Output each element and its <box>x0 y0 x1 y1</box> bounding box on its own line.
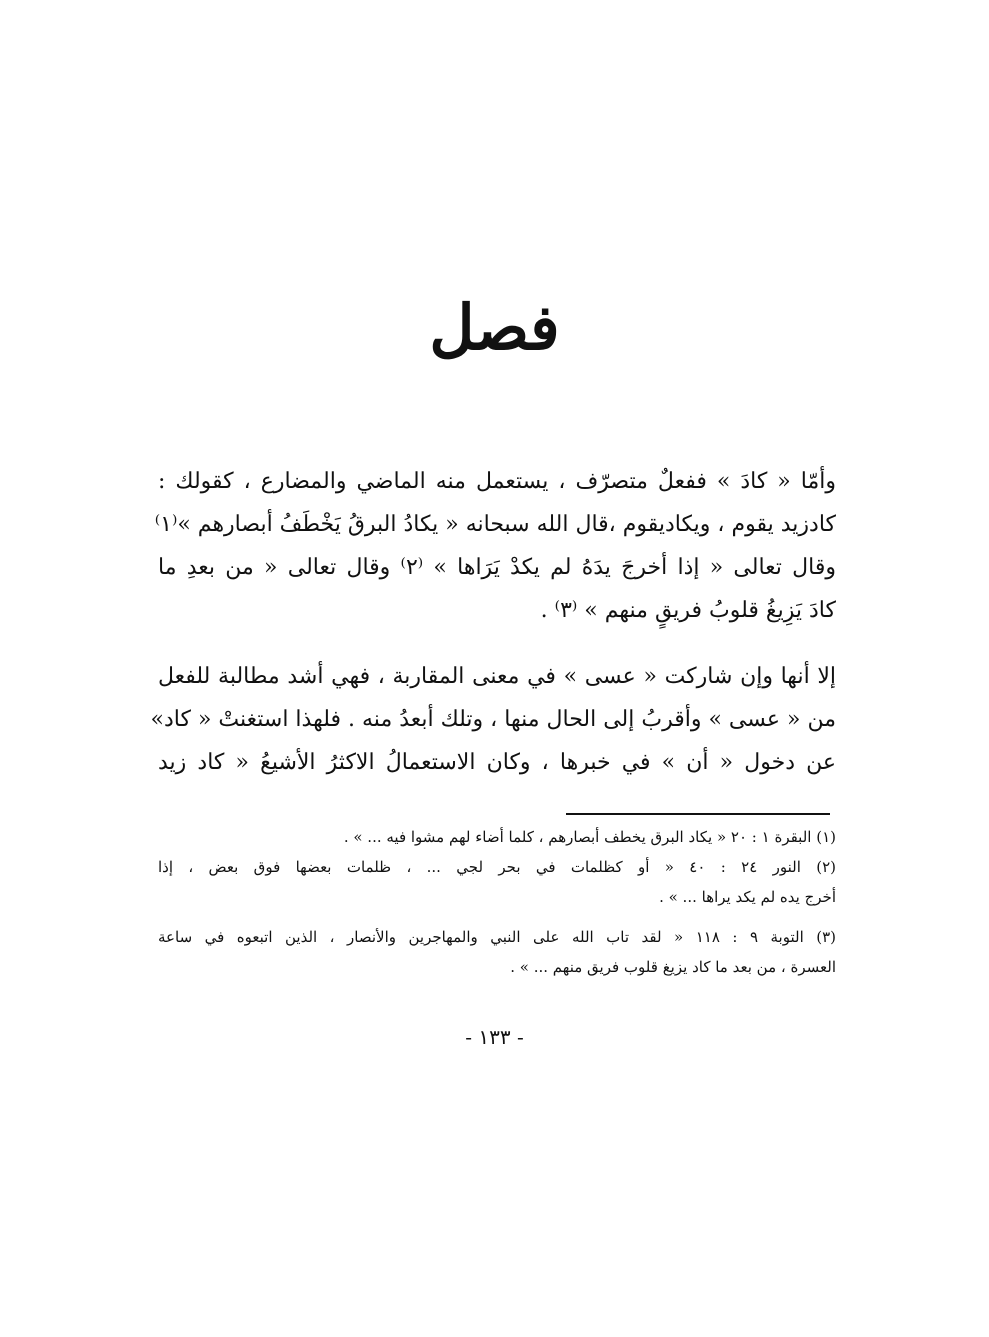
footnote-2-continued: أخرج يده لم يكد يراها ... » . <box>659 888 836 906</box>
footnote-1: (١) البقرة ١ : ٢٠ « يكاد البرق يخطف أبصارهم ، كلما أضاء لهم مشوا فيه ... » . <box>343 828 836 846</box>
text-line: كادزيد يقوم ، ويكاديقوم ،قال الله سبحانه « يكادُ البرقُ يَخْطَفُ أبصارهم »⁽١⁾ <box>154 512 836 537</box>
text-line: من « عسى » وأقربُ إلى الحال منها ، وتلك أبعدُ منه . فلهذا استغنتْ « كاد» <box>150 707 836 732</box>
footnote-3-continued: العسرة ، من بعد ما كاد يزيغ قلوب فريق منهم ... » . <box>510 958 836 976</box>
text-line: عن دخول « أن » في خبرها ، وكان الاستعمالُ الاكثرُ الأشيعُ « كاد زيد <box>158 750 836 775</box>
text-line: وأمّا « كادَ » ففعلٌ متصرّف ، يستعمل منه الماضي والمضارع ، كقولك : <box>158 469 836 494</box>
chapter-title: فصل <box>429 291 560 364</box>
footnotes <box>158 822 836 982</box>
footnote-3: (٣) التوبة ٩ : ١١٨ « لقد تاب الله على النبي والمهاجرين والأنصار ، الذين اتبعوه في ساعة <box>158 928 837 946</box>
footnote-divider <box>566 813 830 815</box>
paragraph-1 <box>154 460 836 632</box>
footnote-spacer <box>158 912 836 922</box>
text-line: كادَ يَزِيغُ قلوبُ فريقٍ منهم » ⁽٣⁾ . <box>540 598 836 623</box>
footnote-2: (٢) النور ٢٤ : ٤٠ « أو كظلمات في بحر لجي ... ، ظلمات بعضها فوق بعض ، إذا <box>158 858 836 876</box>
paragraph-2 <box>150 655 837 784</box>
page-number: - ١٣٣ - <box>465 1025 524 1049</box>
text-line: وقال تعالى « إذا أخرجَ يدَهُ لم يكدْ يَرَاها » ⁽٢⁾ وقال تعالى « من بعدِ ما <box>158 555 836 580</box>
text-line: إلا أنها وإن شاركت « عسى » في معنى المقاربة ، فهي أشد مطالبة للفعل <box>158 664 837 689</box>
